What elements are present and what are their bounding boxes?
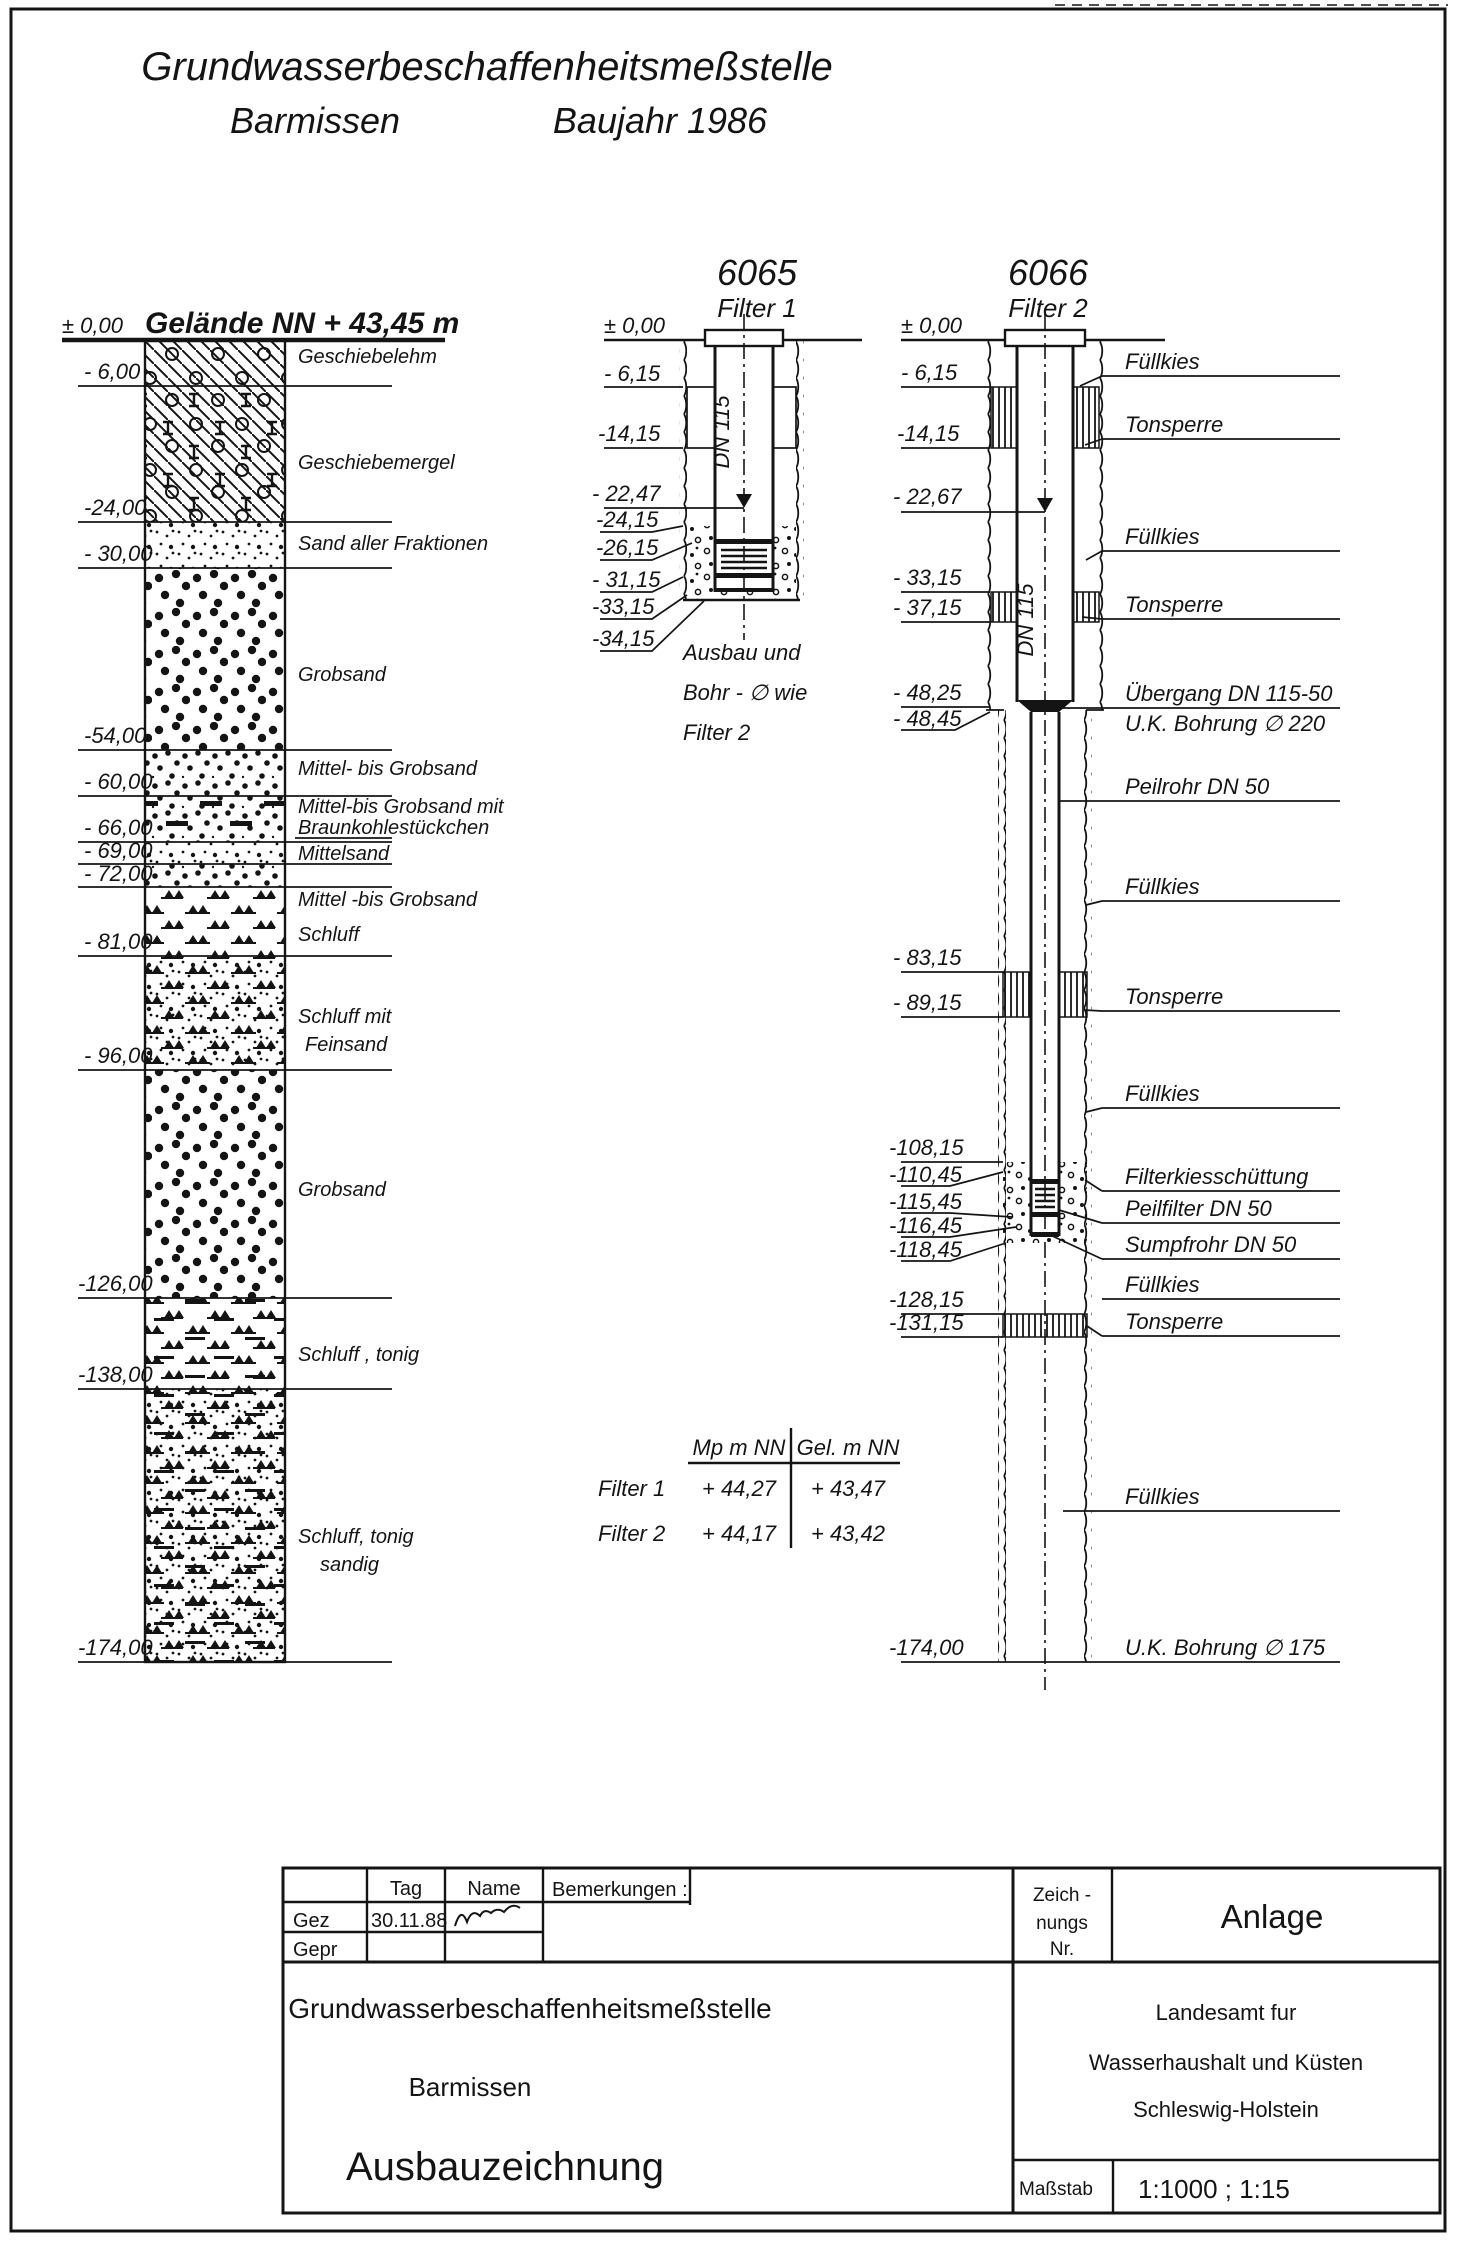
well-depth-label: - 6,15 <box>604 361 661 386</box>
well-annotation: U.K. Bohrung ∅ 220 <box>1125 711 1326 736</box>
well2-id: 6066 <box>1007 252 1089 293</box>
well-depth-label: ± 0,00 <box>604 313 666 338</box>
well-depth-label: -34,15 <box>592 626 655 651</box>
well-depth-label: -14,15 <box>598 421 661 446</box>
well-depth-label: -128,15 <box>889 1287 964 1312</box>
borehole-wall-right <box>796 340 804 600</box>
table-header: Gel. m NN <box>796 1435 900 1460</box>
geo-depth-label: - 72,00 <box>84 861 153 886</box>
well2-dn-label: DN 115 <box>1013 583 1038 657</box>
doc-location: Barmissen <box>408 2072 532 2102</box>
page-year: Baujahr 1986 <box>552 100 768 141</box>
well-depth-label: ± 0,00 <box>901 313 963 338</box>
geo-depth-label: - 81,00 <box>84 929 153 954</box>
well-annotation: Peilfilter DN 50 <box>1125 1196 1272 1221</box>
well-annotation: Füllkies <box>1125 1272 1200 1297</box>
agency-line: Landesamt fur <box>1155 2000 1297 2025</box>
geo-zero-label: ± 0,00 <box>62 313 124 338</box>
stratum-label: Sand aller Fraktionen <box>298 533 489 555</box>
well-annotation: Sumpfrohr DN 50 <box>1125 1232 1297 1257</box>
well-annotation: Übergang DN 115-50 <box>1125 681 1333 706</box>
stratum-label: Mittel -bis Grobsand <box>298 889 477 911</box>
geo-depth-label: - 60,00 <box>84 769 153 794</box>
borehole-wall-left <box>986 340 994 710</box>
zeichnungs-nr-label: Zeich - <box>1032 1885 1092 1906</box>
well-depth-label: -115,45 <box>889 1189 962 1214</box>
well-annotation: Füllkies <box>1125 874 1200 899</box>
col-header-tag: Tag <box>389 1878 423 1900</box>
well-annotation: Füllkies <box>1125 524 1200 549</box>
agency-line: Wasserhaushalt und Küsten <box>1088 2050 1364 2075</box>
well-depth-label: -131,15 <box>889 1310 964 1335</box>
well-annotation: Tonsperre <box>1125 592 1224 617</box>
borehole-wall-left <box>679 340 687 600</box>
well-depth-label: - 37,15 <box>893 595 962 620</box>
row-label-gepr: Gepr <box>293 1939 338 1961</box>
geo-depth-label: - 96,00 <box>84 1043 153 1068</box>
page-location: Barmissen <box>229 100 401 141</box>
col-header-name: Name <box>467 1878 521 1900</box>
well-depth-label: - 6,15 <box>901 360 958 385</box>
doc-title: Grundwasserbeschaffenheitsmeßstelle <box>288 1993 772 2024</box>
zeichnungs-nr-label: Nr. <box>1049 1939 1075 1960</box>
well1-filter: Filter 1 <box>717 293 797 323</box>
well-annotation: Füllkies <box>1125 1484 1200 1509</box>
geo-depth-label: - 69,00 <box>84 838 153 863</box>
well-annotation: U.K. Bohrung ∅ 175 <box>1125 1635 1326 1660</box>
borehole-wall-right <box>1096 340 1104 710</box>
well-depth-label: - 33,15 <box>893 565 962 590</box>
table-cell: + 44,17 <box>701 1521 777 1546</box>
scale-label: Maßstab <box>1019 2179 1093 2200</box>
table-cell: + 44,27 <box>701 1476 777 1501</box>
geo-depth-label: -138,00 <box>78 1362 153 1387</box>
well1-id: 6065 <box>716 252 798 293</box>
well-depth-label: - 31,15 <box>592 567 661 592</box>
stratum-label: Grobsand <box>298 1179 386 1201</box>
well-depth-label: - 89,15 <box>893 990 962 1015</box>
date-value: 30.11.88 <box>371 1910 448 1932</box>
geo-depth-label: -174,00 <box>78 1635 153 1660</box>
geo-surface-label: Gelände NN + 43,45 m <box>145 307 460 340</box>
well-depth-label: -24,15 <box>596 507 659 532</box>
well1-note-line: Bohr - ∅ wie <box>683 680 808 705</box>
stratum-label: Braunkohlestückchen <box>298 817 490 839</box>
well-annotation: Tonsperre <box>1125 984 1224 1009</box>
well1-dn-label: DN 115 <box>709 395 734 469</box>
stratum-label: Mittel- bis Grobsand <box>298 758 477 780</box>
well-annotation: Füllkies <box>1125 349 1200 374</box>
anlage-label: Anlage <box>1220 1898 1324 1935</box>
zeichnungs-nr-label: nungs <box>1036 1913 1088 1934</box>
well-annotation: Tonsperre <box>1125 1309 1224 1334</box>
well-annotation: Füllkies <box>1125 1081 1200 1106</box>
geo-depth-label: - 30,00 <box>84 541 153 566</box>
page-title: Grundwasserbeschaffenheitsmeßstelle <box>141 45 833 89</box>
well-annotation: Tonsperre <box>1125 412 1224 437</box>
well-annotation: Peilrohr DN 50 <box>1125 774 1270 799</box>
geo-depth-label: -126,00 <box>78 1271 153 1296</box>
well-depth-label: -108,15 <box>889 1135 964 1160</box>
table-cell: + 43,42 <box>810 1521 886 1546</box>
well-depth-label: - 83,15 <box>893 945 962 970</box>
stratum-label: Schluff , tonig <box>298 1344 420 1366</box>
stratum-label: Grobsand <box>298 664 386 686</box>
col-header-bemerkungen: Bemerkungen : <box>552 1879 688 1901</box>
well-depth-label: -118,45 <box>889 1237 962 1262</box>
stratum-label: Geschiebemergel <box>298 452 455 474</box>
well-depth-label: -33,15 <box>592 594 655 619</box>
well1-note-line: Filter 2 <box>683 720 751 745</box>
well-depth-label: -26,15 <box>596 535 659 560</box>
stratum-label: Mittelsand <box>298 843 390 865</box>
well-depth-label: - 22,67 <box>893 484 962 509</box>
doc-type: Ausbauzeichnung <box>345 2145 665 2189</box>
table-cell: + 43,47 <box>810 1476 886 1501</box>
stratum-label: Schluff, tonig <box>298 1526 414 1548</box>
well-depth-label: -110,45 <box>889 1162 962 1187</box>
well2-filter: Filter 2 <box>1008 293 1088 323</box>
borehole-wall-right-narrow <box>1084 710 1092 1662</box>
scale-value: 1:1000 ; 1:15 <box>1138 2174 1290 2204</box>
stratum-label: Feinsand <box>305 1034 388 1056</box>
well-depth-label: -14,15 <box>897 421 960 446</box>
geo-strata-fills <box>145 340 285 1662</box>
well-annotation: Filterkiesschüttung <box>1125 1164 1309 1189</box>
stratum-label: Geschiebelehm <box>298 346 437 368</box>
geo-depth-label: -24,00 <box>84 495 147 520</box>
well1-note-line: Ausbau und <box>683 640 801 665</box>
table-header: Mp m NN <box>692 1435 786 1460</box>
table-cell: Filter 2 <box>598 1521 666 1546</box>
geo-depth-label: - 6,00 <box>84 359 141 384</box>
well-depth-label: - 48,45 <box>893 706 962 731</box>
table-cell: Filter 1 <box>598 1476 666 1501</box>
geo-depth-label: -54,00 <box>84 723 147 748</box>
borehole-wall-left-narrow <box>998 710 1006 1662</box>
well-depth-label: - 22,47 <box>592 481 661 506</box>
well-depth-label: - 48,25 <box>893 680 962 705</box>
well-depth-label: -116,45 <box>889 1213 962 1238</box>
row-label-gez: Gez <box>293 1910 330 1932</box>
stratum-label: Schluff mit <box>298 1006 392 1028</box>
stratum-label: Mittel-bis Grobsand mit <box>298 796 504 818</box>
stratum-label: Schluff <box>298 924 360 946</box>
stratum-label: sandig <box>320 1554 379 1576</box>
geo-depth-label: - 66,00 <box>84 815 153 840</box>
well-depth-label: -174,00 <box>889 1635 964 1660</box>
agency-line: Schleswig-Holstein <box>1133 2097 1319 2122</box>
